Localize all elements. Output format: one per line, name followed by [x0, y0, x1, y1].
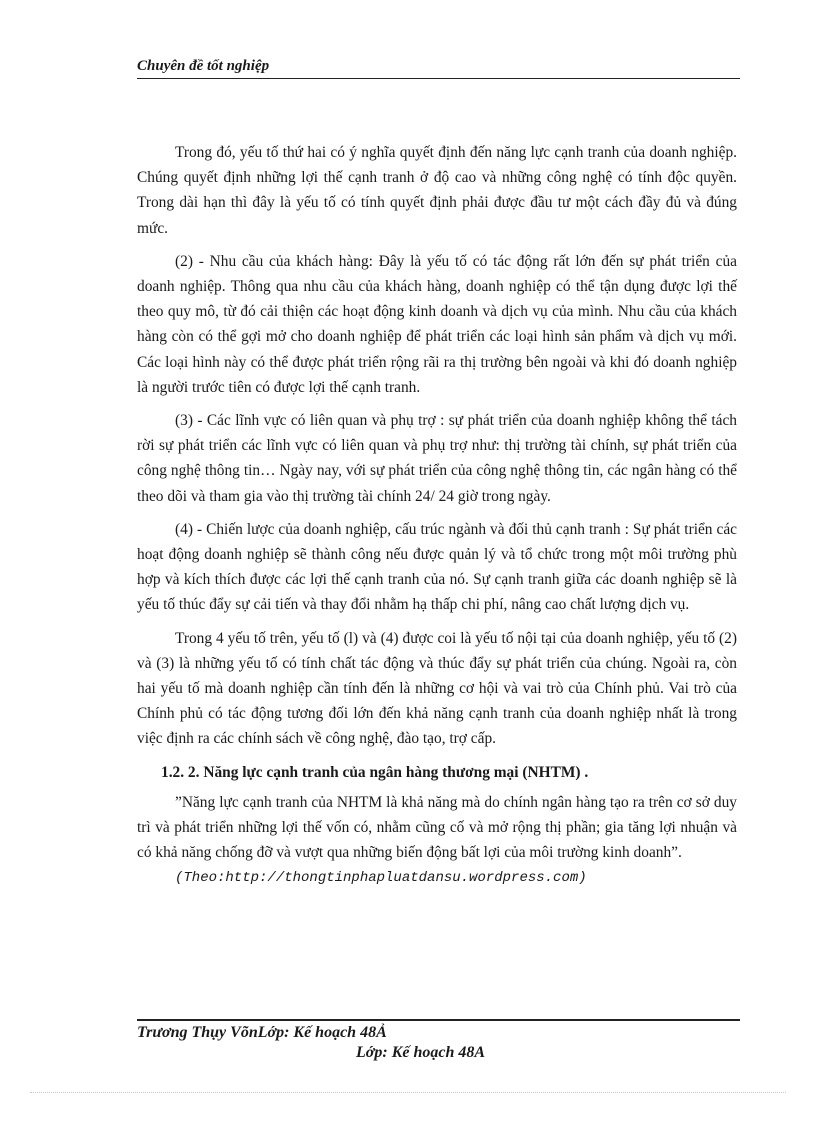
paragraph: Trong đó, yếu tố thứ hai có ý nghĩa quyết định đến năng lực cạnh tranh của doanh nghiệp. Chúng quyết định những lợi thế cạnh tranh ở độ cao và những công nghệ có tính độc quyền. Trong dài hạn thì đây là yếu tố có tính quyết định phải được đầu tư một cách đầy đủ và đúng mức. — [137, 144, 737, 237]
header-rule — [137, 78, 740, 79]
source-citation: (Theo:http://thongtinphapluatdansu.wordpress.com) — [175, 870, 587, 887]
body-text — [137, 140, 737, 891]
footer-author-line: Trương Thụy VõnLớp: Kế hoạch 48Ả — [137, 1024, 387, 1041]
paragraph: Trong 4 yếu tố trên, yếu tố (l) và (4) được coi là yếu tố nội tại của doanh nghiệp, yếu tố (2) và (3) là những yếu tố có tính chất tác động và thúc đẩy sự phát triển của chúng. Ngoài ra, còn hai yếu tố mà doanh nghiệp cần tính đến là những cơ hội và vai trò của Chính phủ. Vai trò của Chính phủ có tác động tương đối lớn đến khả năng cạnh tranh của doanh nghiệp nhất là trong việc định ra các chính sách về công nghệ, đào tạo, trợ cấp. — [137, 629, 737, 748]
running-header-title: Chuyên đề tốt nghiệp — [137, 58, 270, 74]
footer-class-line: Lớp: Kế hoạch 48A — [356, 1044, 486, 1061]
paragraph: (2) - Nhu cầu của khách hàng: Đây là yếu tố có tác động rất lớn đến sự phát triển của doanh nghiệp. Thông qua nhu cầu của khách hàng, doanh nghiệp có thể tận dụng được lợi thế theo quy mô, từ đó cải thiện các hoạt động kinh doanh và dịch vụ của mình. Nhu cầu của khách hàng còn có thể gợi mở cho doanh nghiệp để phát triển các loại hình sản phẩm và dịch vụ mới. Các loại hình này có thể được phát triển rộng rãi ra thị trường bên ngoài và khi đó doanh nghiệp là người trước tiên có được lợi thế cạnh tranh. — [137, 252, 737, 396]
paragraph: (3) - Các lĩnh vực có liên quan và phụ trợ : sự phát triển của doanh nghiệp không thể tách rời sự phát triển các lĩnh vực có liên quan và phụ trợ như: thị trường tài chính, sự phát triển của công nghệ thông tin… Ngày nay, với sự phát triển của công nghệ thông tin, các ngân hàng có thể theo dõi và tham gia vào thị trường tài chính 24/ 24 giờ trong ngày. — [137, 412, 737, 505]
footer-rule — [137, 1019, 740, 1021]
quote-paragraph: ”Năng lực cạnh tranh của NHTM là khả năng mà do chính ngân hàng tạo ra trên cơ sở duy trì và phát triển những lợi thế vốn có, nhằm cũng cố và mở rộng thị phần; gia tăng lợi nhuận và có khả năng chống đỡ và vượt qua những biến động bất lợi của môi trường kinh doanh”. — [137, 793, 737, 862]
paragraph: (4) - Chiến lược của doanh nghiệp, cấu trúc ngành và đối thủ cạnh tranh : Sự phát triển các hoạt động doanh nghiệp sẽ thành công nếu được quản lý và tổ chức trong một môi trường phù hợp và kích thích được các lợi thế cạnh tranh của nó. Sự cạnh tranh giữa các doanh nghiệp sẽ là yếu tố thúc đẩy sự cải tiến và thay đổi nhằm hạ thấp chi phí, nâng cao chất lượng dịch vụ. — [137, 520, 737, 614]
page-bottom-divider — [30, 1092, 786, 1093]
section-heading: 1.2. 2. Năng lực cạnh tranh của ngân hàng thương mại (NHTM) . — [161, 763, 589, 781]
